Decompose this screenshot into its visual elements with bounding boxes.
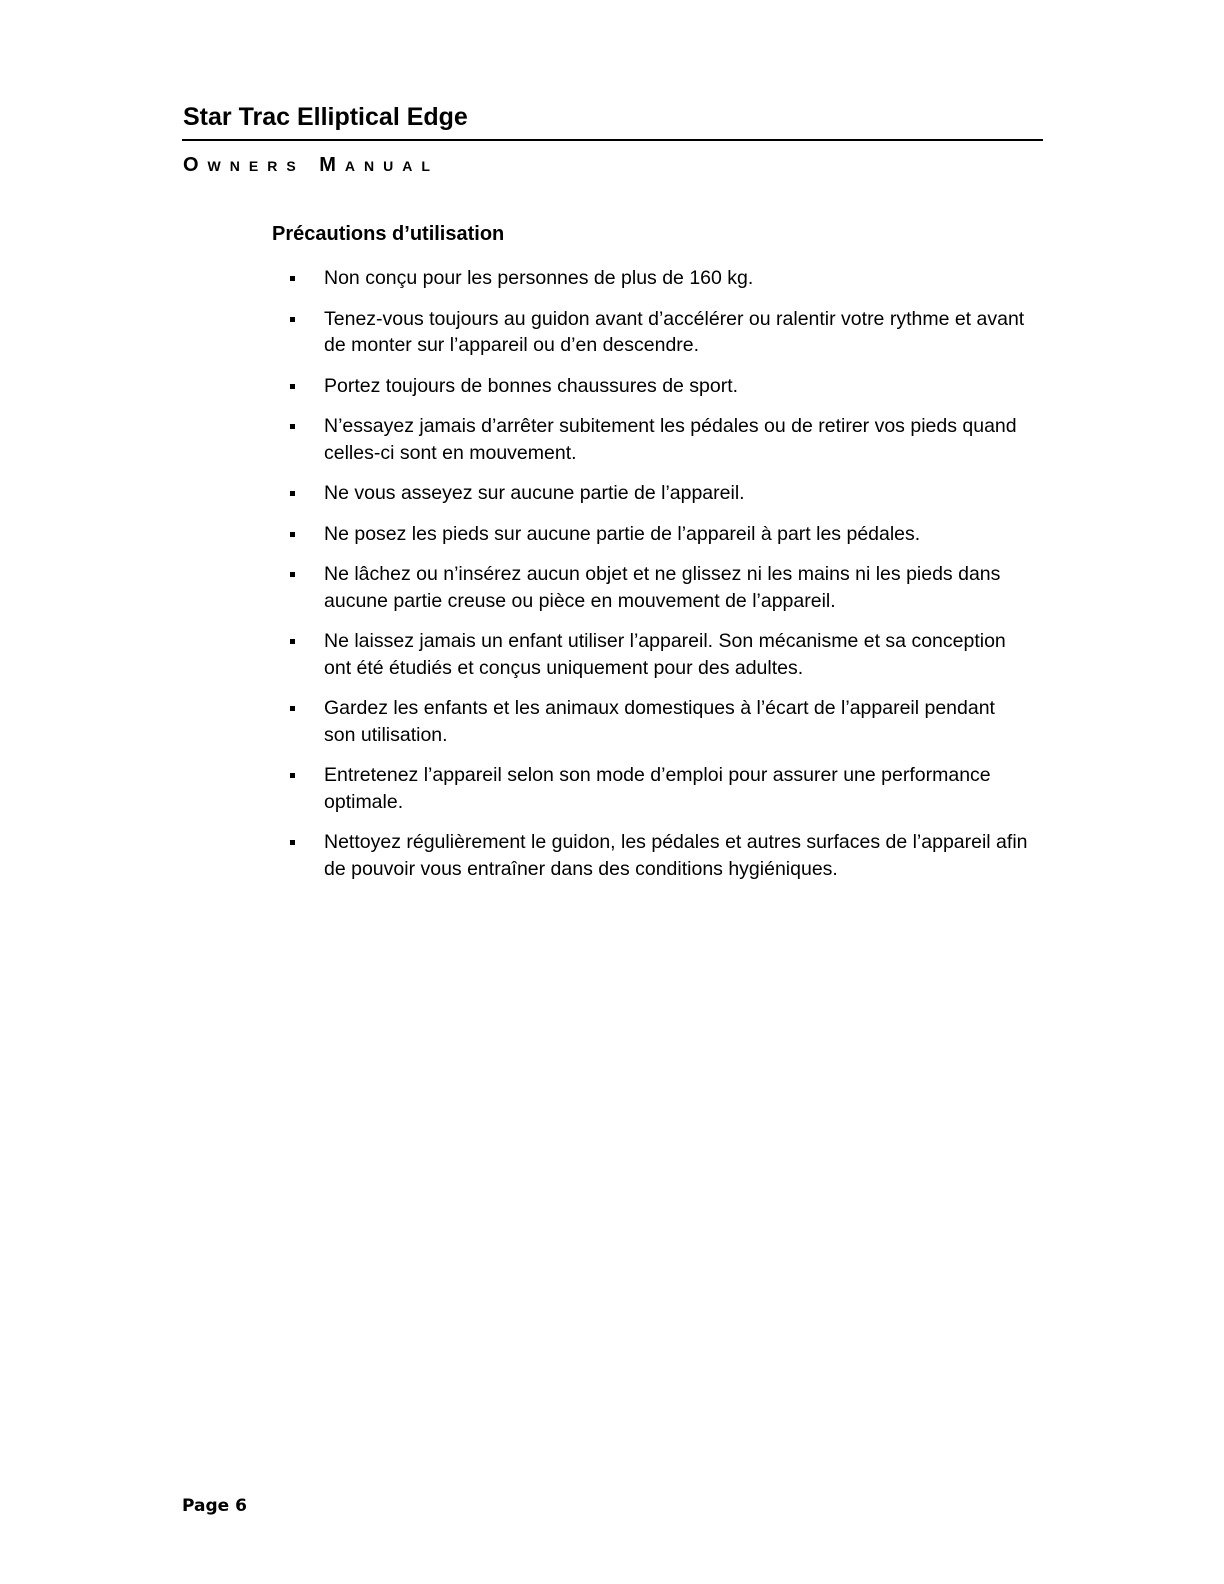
list-item: Nettoyez régulièrement le guidon, les pédales et autres surfaces de l’appareil afin de pouvoir vous entraîner dans des conditions hygiéniques.: [283, 829, 1028, 882]
list-item: Portez toujours de bonnes chaussures de sport.: [283, 373, 1028, 400]
list-item: Gardez les enfants et les animaux domestiques à l’écart de l’appareil pendant son utilisation.: [283, 695, 1028, 748]
precautions-list: [283, 265, 1028, 896]
list-item: Ne posez les pieds sur aucune partie de l’appareil à part les pédales.: [283, 521, 1028, 548]
list-item: Non conçu pour les personnes de plus de 160 kg.: [283, 265, 1028, 292]
section-heading: Précautions d’utilisation: [272, 223, 505, 245]
document-title: Star Trac Elliptical Edge: [183, 103, 468, 131]
header-divider: [182, 139, 1043, 141]
list-item: Tenez-vous toujours au guidon avant d’accélérer ou ralentir votre rythme et avant de monter sur l’appareil ou d’en descendre.: [283, 306, 1028, 359]
list-item: Ne vous asseyez sur aucune partie de l’appareil.: [283, 480, 1028, 507]
list-item: Ne lâchez ou n’insérez aucun objet et ne glissez ni les mains ni les pieds dans aucune partie creuse ou pièce en mouvement de l’appareil.: [283, 561, 1028, 614]
list-item: N’essayez jamais d’arrêter subitement les pédales ou de retirer vos pieds quand celles-ci sont en mouvement.: [283, 413, 1028, 466]
document-subtitle: Owners Manual: [183, 154, 439, 176]
page-number: Page 6: [182, 1496, 247, 1516]
list-item: Entretenez l’appareil selon son mode d’emploi pour assurer une performance optimale.: [283, 762, 1028, 815]
list-item: Ne laissez jamais un enfant utiliser l’appareil. Son mécanisme et sa conception ont été étudiés et conçus uniquement pour des adultes.: [283, 628, 1028, 681]
